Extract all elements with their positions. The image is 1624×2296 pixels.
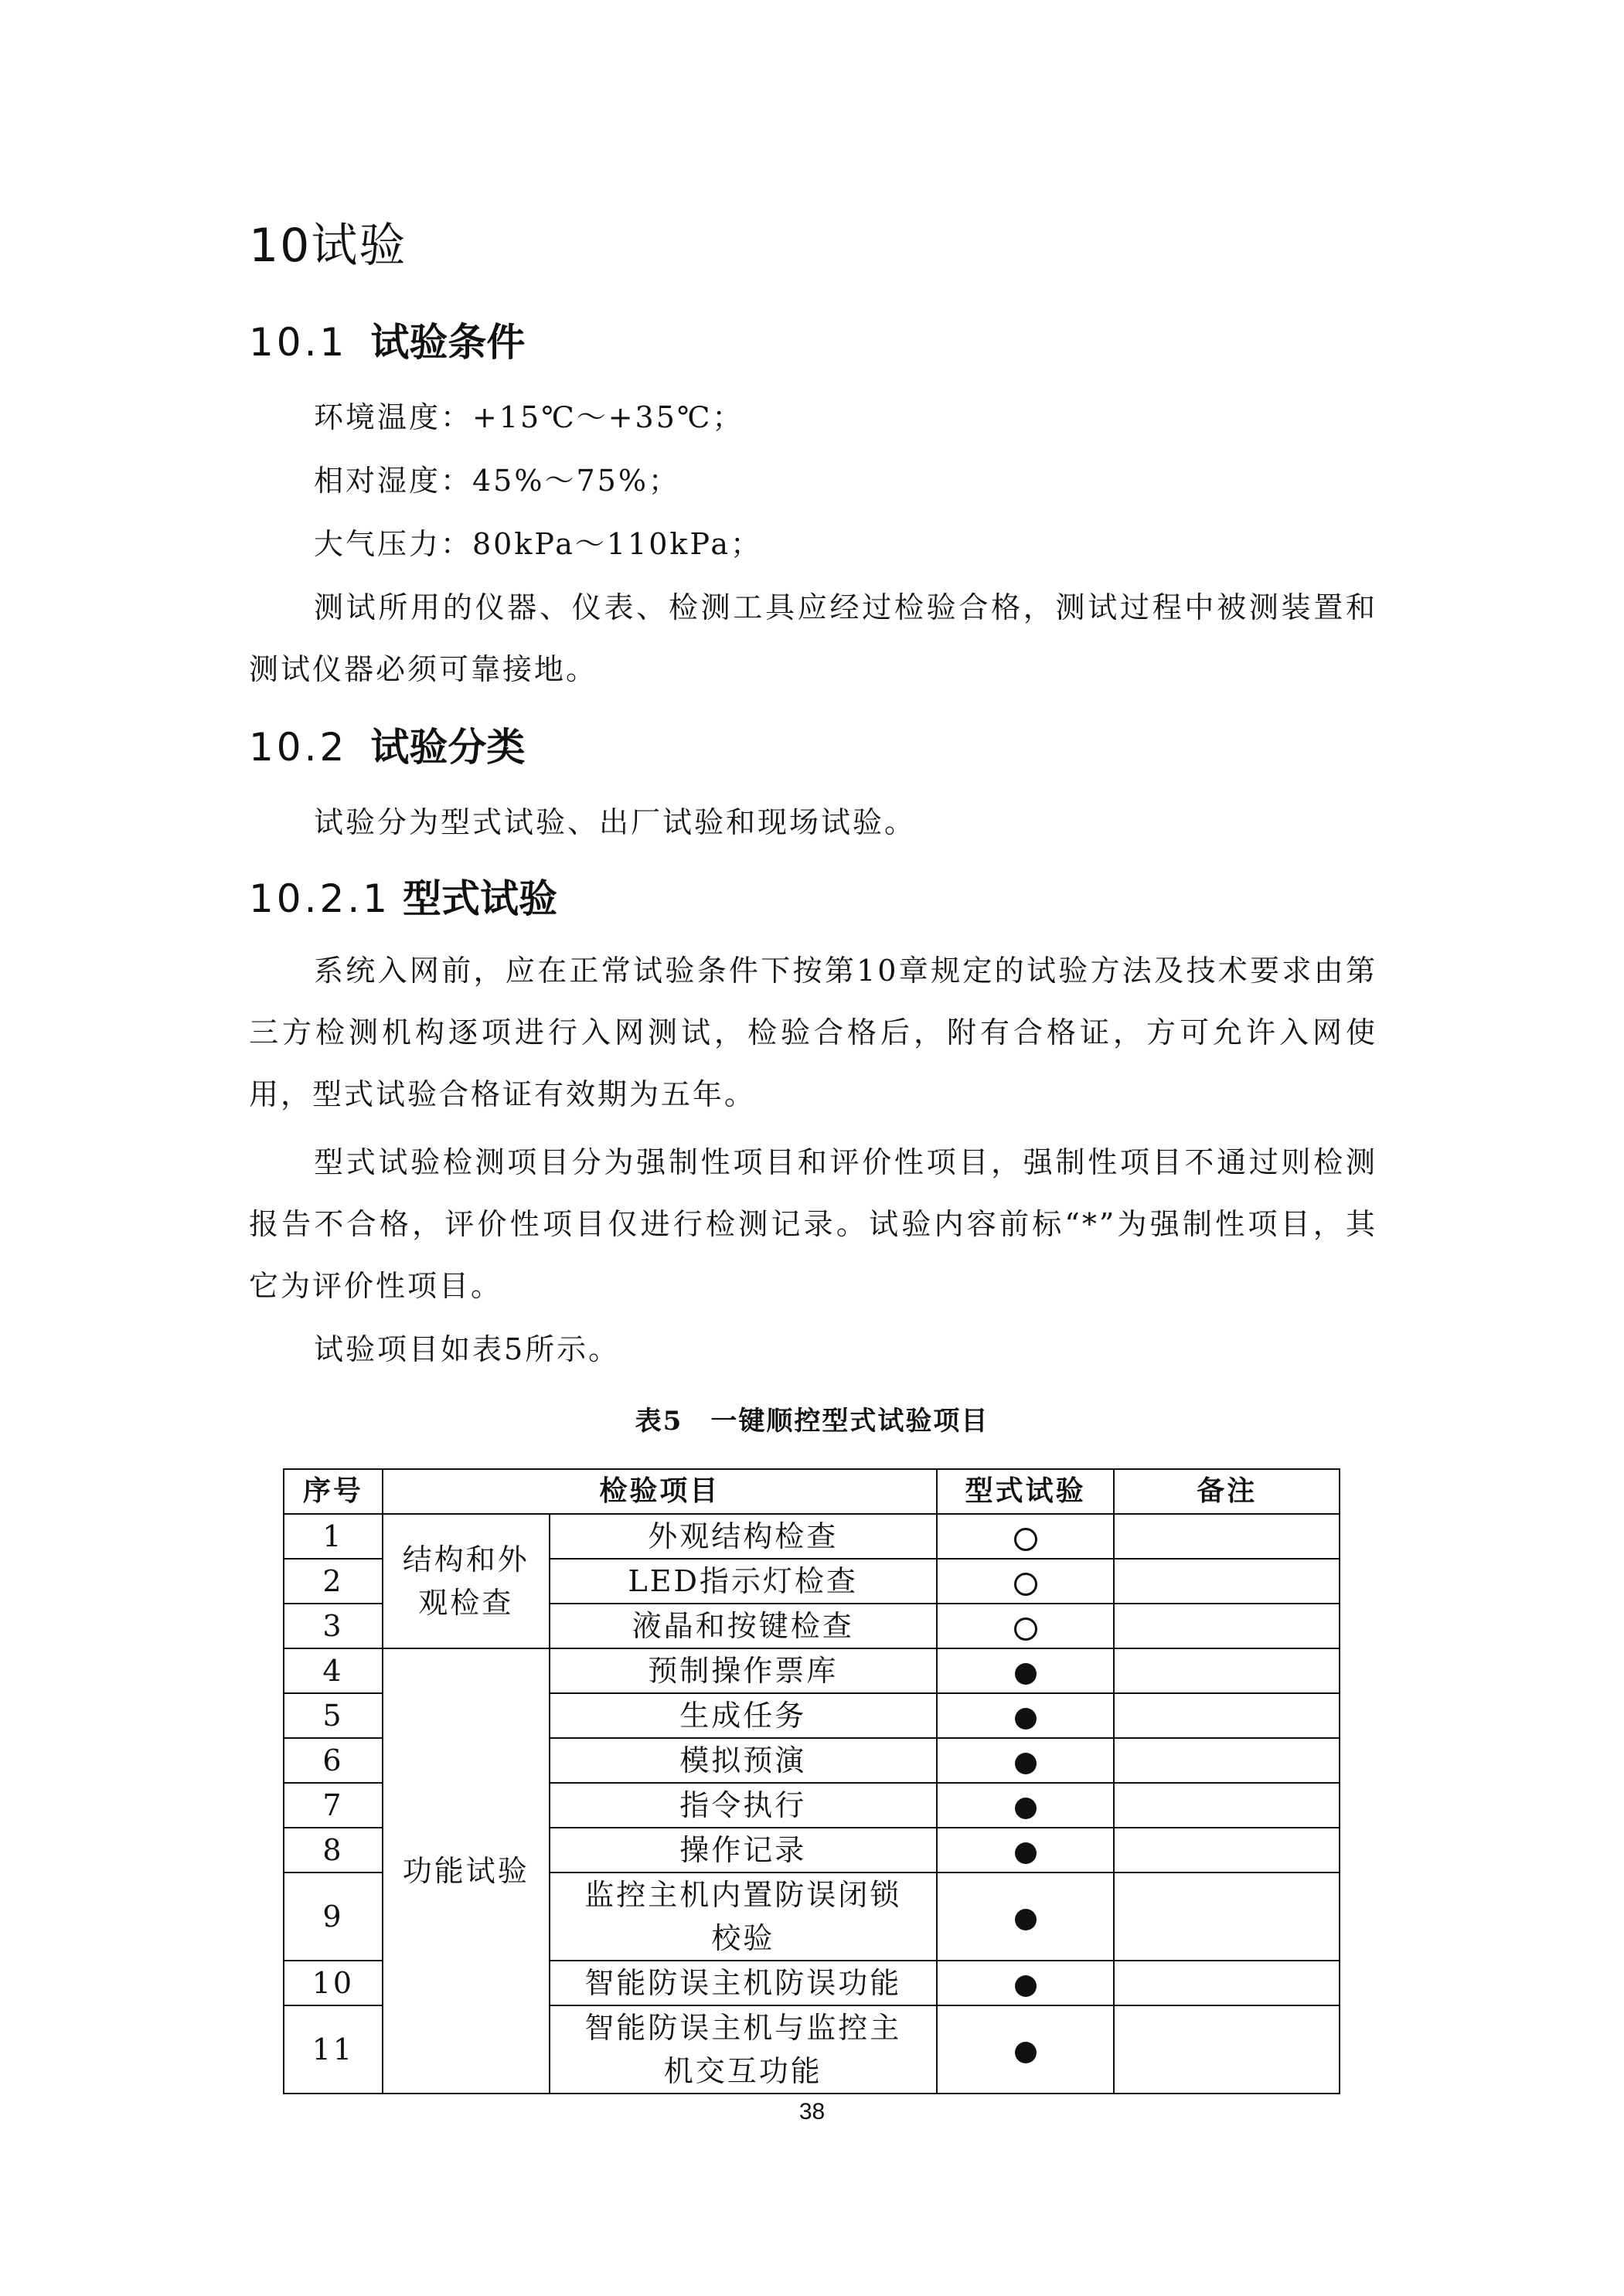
- type-test-paragraph-1: 系统入网前，应在正常试验条件下按第10章规定的试验方法及技术要求由第三方检测机构逐项进行入网测试，检验合格后，附有合格证，方可允许入网使用，型式试验合格证有效期为五年。: [249, 954, 1377, 1111]
- row-item: 外观结构检查: [550, 1514, 937, 1559]
- row-no: 8: [284, 1828, 383, 1873]
- section-number: 10.2.1: [249, 876, 391, 921]
- page-number: 38: [798, 2099, 826, 2124]
- header-remark: 备注: [1114, 1469, 1340, 1514]
- row-item: 生成任务: [550, 1693, 937, 1738]
- row-item: 监控主机内置防误闭锁校验: [550, 1873, 937, 1961]
- row-remark: [1114, 2005, 1340, 2094]
- row-no: 6: [284, 1738, 383, 1783]
- row-item: LED指示灯检查: [550, 1559, 937, 1604]
- section-title: 试验条件: [370, 320, 526, 365]
- row-item: 智能防误主机与监控主机交互功能: [550, 2005, 937, 2094]
- test-items-table: [283, 1468, 1340, 2094]
- row-remark: [1114, 1873, 1340, 1961]
- section-number: 10.1: [249, 320, 348, 365]
- row-mark: [937, 1514, 1115, 1559]
- row-no: 10: [284, 1961, 383, 2005]
- row-mark: [937, 2005, 1115, 2094]
- condition-temperature: 环境温度：+15℃～+35℃；: [314, 400, 744, 434]
- row-remark: [1114, 1559, 1340, 1604]
- table-row: [284, 1648, 1340, 1693]
- row-mark: [937, 1783, 1115, 1828]
- header-item: 检验项目: [383, 1469, 937, 1514]
- filled-circle-icon: [1015, 1909, 1037, 1930]
- filled-circle-icon: [1015, 2042, 1037, 2063]
- type-test-paragraph-2: 型式试验检测项目分为强制性项目和评价性项目，强制性项目不通过则检测报告不合格，评价性项目仅进行检测记录。试验内容前标“*”为强制性项目，其它为评价性项目。: [249, 1145, 1377, 1303]
- row-mark: [937, 1873, 1115, 1961]
- condition-instruments: 测试所用的仪器、仪表、检测工具应经过检验合格，测试过程中被测装置和测试仪器必须可靠接地。: [249, 590, 1377, 686]
- classification-text: 试验分为型式试验、出厂试验和现场试验。: [314, 805, 917, 839]
- open-circle-icon: [1014, 1528, 1037, 1551]
- section-10-2-heading: [249, 720, 525, 774]
- section-10-1-heading: [249, 315, 525, 369]
- filled-circle-icon: [1015, 1708, 1037, 1730]
- section-title: 试验分类: [370, 725, 526, 770]
- row-item: 模拟预演: [550, 1738, 937, 1783]
- row-remark: [1114, 1783, 1340, 1828]
- row-remark: [1114, 1648, 1340, 1693]
- row-mark: [937, 1961, 1115, 2005]
- row-mark: [937, 1828, 1115, 1873]
- row-item: 液晶和按键检查: [550, 1604, 937, 1648]
- filled-circle-icon: [1015, 1975, 1037, 1997]
- row-no: 2: [284, 1559, 383, 1604]
- filled-circle-icon: [1015, 1753, 1037, 1774]
- row-no: 1: [284, 1514, 383, 1559]
- filled-circle-icon: [1015, 1663, 1037, 1685]
- table-header-row: [284, 1469, 1340, 1514]
- row-no: 4: [284, 1648, 383, 1693]
- row-no: 3: [284, 1604, 383, 1648]
- row-remark: [1114, 1604, 1340, 1648]
- row-remark: [1114, 1738, 1340, 1783]
- row-item: 指令执行: [550, 1783, 937, 1828]
- group-label: 结构和外观检查: [383, 1514, 550, 1648]
- row-item: 操作记录: [550, 1828, 937, 1873]
- row-mark: [937, 1559, 1115, 1604]
- row-remark: [1114, 1514, 1340, 1559]
- table-row: [284, 1514, 1340, 1559]
- row-mark: [937, 1604, 1115, 1648]
- table-caption: 表5 一键顺控型式试验项目: [635, 1406, 989, 1437]
- group-label: 功能试验: [383, 1648, 550, 2094]
- condition-pressure: 大气压力：80kPa～110kPa；: [314, 527, 762, 561]
- section-number: 10.2: [249, 725, 348, 770]
- header-no: 序号: [284, 1469, 383, 1514]
- row-no: 11: [284, 2005, 383, 2094]
- chapter-heading: 10试验: [249, 219, 407, 273]
- row-mark: [937, 1693, 1115, 1738]
- open-circle-icon: [1014, 1573, 1037, 1596]
- row-mark: [937, 1648, 1115, 1693]
- section-10-2-1-heading: [249, 872, 557, 926]
- row-mark: [937, 1738, 1115, 1783]
- open-circle-icon: [1014, 1617, 1037, 1641]
- row-remark: [1114, 1693, 1340, 1738]
- row-no: 5: [284, 1693, 383, 1738]
- row-item: 预制操作票库: [550, 1648, 937, 1693]
- row-no: 7: [284, 1783, 383, 1828]
- filled-circle-icon: [1015, 1798, 1037, 1819]
- row-remark: [1114, 1961, 1340, 2005]
- filled-circle-icon: [1015, 1842, 1037, 1864]
- section-title: 型式试验: [403, 876, 558, 921]
- header-type-test: 型式试验: [937, 1469, 1115, 1514]
- row-no: 9: [284, 1873, 383, 1961]
- row-item: 智能防误主机防误功能: [550, 1961, 937, 2005]
- type-test-paragraph-3: 试验项目如表5所示。: [314, 1332, 621, 1366]
- condition-humidity: 相对湿度：45%～75%；: [314, 464, 680, 498]
- row-remark: [1114, 1828, 1340, 1873]
